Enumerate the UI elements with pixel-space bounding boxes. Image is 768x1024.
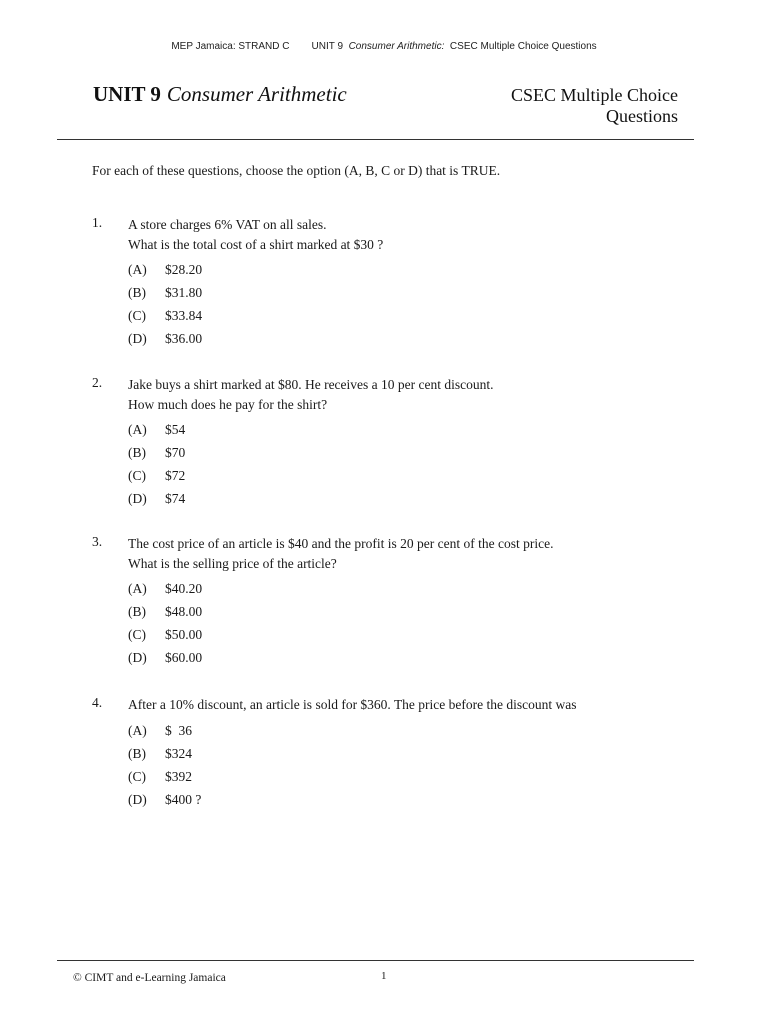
subject-label: Consumer Arithmetic [166, 82, 347, 106]
header-topic: Consumer Arithmetic: [348, 41, 445, 52]
option-value: $ 36 [165, 723, 192, 738]
option-b[interactable] [128, 745, 328, 768]
option-letter: (C) [128, 308, 146, 323]
option-letter: (D) [128, 650, 147, 665]
question-line: Jake buys a shirt marked at $80. He receives a 10 per cent discount. [128, 377, 494, 392]
options-list [128, 722, 328, 814]
question-number: 3. [92, 534, 103, 549]
option-b[interactable] [128, 603, 328, 626]
option-value: $72 [165, 468, 186, 483]
option-letter: (B) [128, 746, 146, 761]
question-number: 2. [92, 375, 103, 390]
options-list [128, 421, 328, 513]
option-value: $48.00 [165, 604, 203, 619]
option-letter: (B) [128, 604, 146, 619]
options-list [128, 261, 328, 353]
section-title [418, 85, 678, 127]
question-number: 1. [92, 215, 103, 230]
header-unit: UNIT 9 [311, 41, 344, 52]
unit-label: UNIT 9 [93, 82, 161, 106]
instructions: For each of these questions, choose the option (A, B, C or D) that is TRUE. [92, 163, 501, 178]
option-d[interactable] [128, 330, 328, 353]
option-letter: (A) [128, 723, 147, 738]
question-line: What is the selling price of the article? [128, 556, 337, 571]
section-title-line1: CSEC Multiple Choice [510, 85, 678, 105]
option-value: $60.00 [165, 650, 203, 665]
running-header [0, 41, 768, 52]
option-letter: (B) [128, 445, 146, 460]
option-value: $50.00 [165, 627, 203, 642]
page-title [93, 82, 347, 107]
option-b[interactable] [128, 444, 328, 467]
question-text [128, 215, 648, 255]
question-line: How much does he pay for the shirt? [128, 397, 328, 412]
option-letter: (A) [128, 581, 147, 596]
option-d[interactable] [128, 490, 328, 513]
question-line: A store charges 6% VAT on all sales. [128, 217, 327, 232]
footer-divider [57, 960, 694, 961]
question-text [128, 534, 648, 574]
option-value: $31.80 [165, 285, 203, 300]
option-value: $74 [165, 491, 186, 506]
option-letter: (D) [128, 331, 147, 346]
option-value: $54 [165, 422, 186, 437]
option-letter: (C) [128, 468, 146, 483]
option-letter: (C) [128, 769, 146, 784]
question-number: 4. [92, 695, 103, 710]
page-number: 1 [381, 970, 387, 982]
option-b[interactable] [128, 284, 328, 307]
option-letter: (B) [128, 285, 146, 300]
option-a[interactable] [128, 261, 328, 284]
option-value: $70 [165, 445, 186, 460]
option-value: $40.20 [165, 581, 203, 596]
question-line: After a 10% discount, an article is sold for $360. The price before the discount was [128, 697, 577, 712]
option-d[interactable] [128, 649, 328, 672]
option-d[interactable] [128, 791, 328, 814]
option-a[interactable] [128, 722, 328, 745]
option-c[interactable] [128, 626, 328, 649]
option-letter: (D) [128, 792, 147, 807]
option-letter: (A) [128, 422, 147, 437]
option-c[interactable] [128, 467, 328, 490]
option-value: $36.00 [165, 331, 203, 346]
header-divider [57, 139, 694, 140]
header-section: CSEC Multiple Choice Questions [449, 41, 597, 52]
options-list [128, 580, 328, 672]
option-a[interactable] [128, 421, 328, 444]
option-letter: (D) [128, 491, 147, 506]
option-value: $33.84 [165, 308, 203, 323]
option-letter: (A) [128, 262, 147, 277]
option-value: $28.20 [165, 262, 203, 277]
question-line: The cost price of an article is $40 and the profit is 20 per cent of the cost price. [128, 536, 554, 551]
question-text [128, 375, 648, 415]
option-value: $392 [165, 769, 192, 784]
header-strand: MEP Jamaica: STRAND C [171, 41, 290, 52]
option-a[interactable] [128, 580, 328, 603]
option-value: $400 ? [165, 792, 202, 807]
question-text [128, 695, 648, 715]
section-title-line2: Questions [606, 106, 678, 126]
option-c[interactable] [128, 307, 328, 330]
option-value: $324 [165, 746, 192, 761]
option-c[interactable] [128, 768, 328, 791]
copyright-notice: © CIMT and e-Learning Jamaica [73, 972, 226, 984]
option-letter: (C) [128, 627, 146, 642]
question-line: What is the total cost of a shirt marked at $30 ? [128, 237, 384, 252]
